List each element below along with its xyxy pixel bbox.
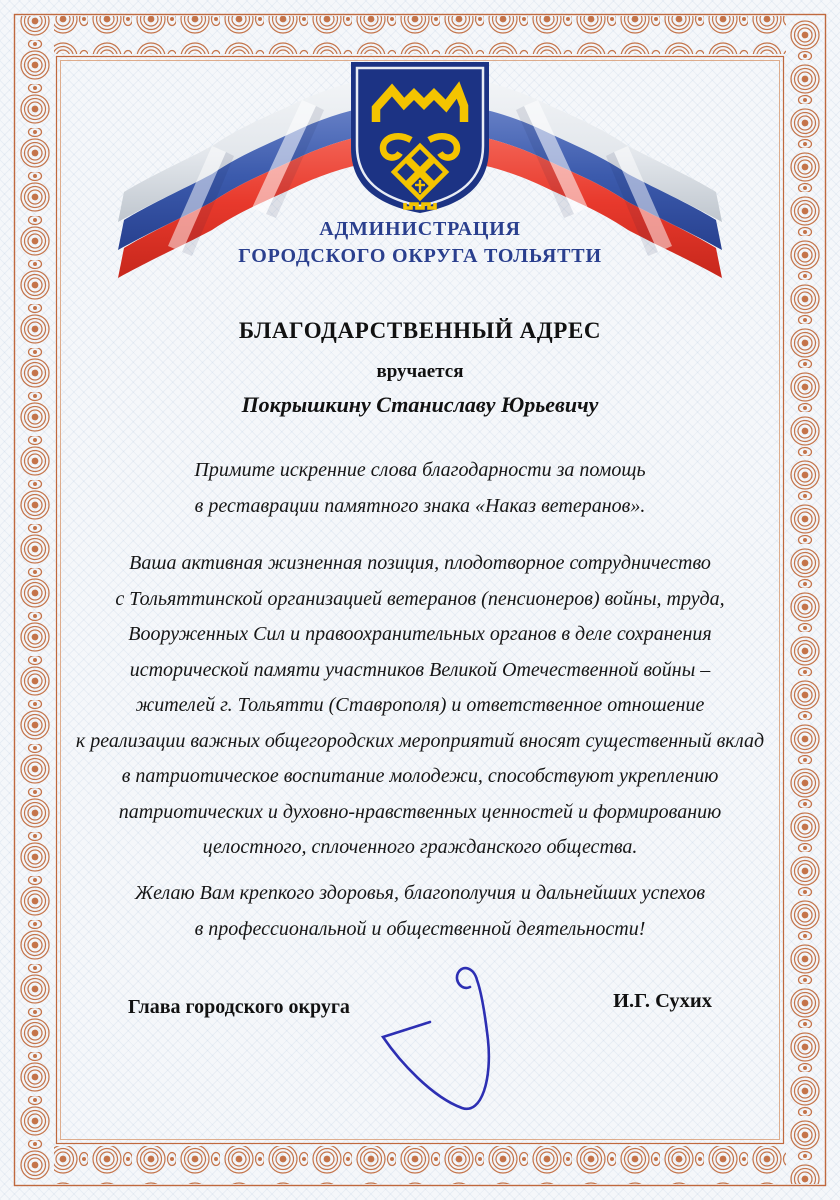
- paragraph-gratitude: [0, 453, 840, 524]
- org-name-line2: ГОРОДСКОГО ОКРУГА ТОЛЬЯТТИ: [238, 245, 602, 267]
- organization-name: [0, 216, 840, 270]
- paragraph-wishes: [0, 876, 840, 947]
- paragraph-main: [0, 546, 840, 866]
- recipient-name: Покрышкину Станиславу Юрьевичу: [241, 392, 599, 417]
- text-line: Примите искренние слова благодарности за помощь: [194, 459, 646, 481]
- document-title: БЛАГОДАРСТВЕННЫЙ АДРЕС: [238, 318, 602, 343]
- org-name-line1: АДМИНИСТРАЦИЯ: [319, 218, 521, 240]
- text-line: Вооруженных Сил и правоохранительных органов в деле сохранения: [128, 623, 712, 645]
- text-line: патриотических и духовно-нравственных ценностей и формированию: [118, 800, 722, 823]
- handwritten-signature-icon: [368, 948, 558, 1148]
- text-line: жителей г. Тольятти (Ставрополя) и ответственное отношение: [135, 694, 705, 716]
- text-line: Желаю Вам крепкого здоровья, благополучия и дальнейших успехов: [134, 882, 706, 904]
- text-line: целостного, сплоченного гражданского общества.: [202, 836, 638, 858]
- text-line: в реставрации памятного знака «Наказ ветеранов».: [194, 494, 646, 517]
- text-line: к реализации важных общегородских мероприятий вносят существенный вклад: [75, 729, 765, 752]
- text-line: в патриотическое воспитание молодежи, способствуют укреплению: [121, 765, 719, 787]
- text-line: с Тольяттинской организацией ветеранов (пенсионеров) войны, труда,: [115, 587, 725, 610]
- text-line: исторической памяти участников Великой Отечественной войны –: [129, 658, 711, 681]
- text-line: в профессиональной и общественной деятельности!: [194, 917, 646, 940]
- tolyatti-coat-of-arms-icon: [351, 62, 489, 213]
- text-line: Ваша активная жизненная позиция, плодотворное сотрудничество: [129, 552, 711, 574]
- signer-position: Глава городского округа: [128, 996, 350, 1018]
- signer-name: И.Г. Сухих: [613, 990, 712, 1012]
- presented-label: вручается: [376, 361, 464, 382]
